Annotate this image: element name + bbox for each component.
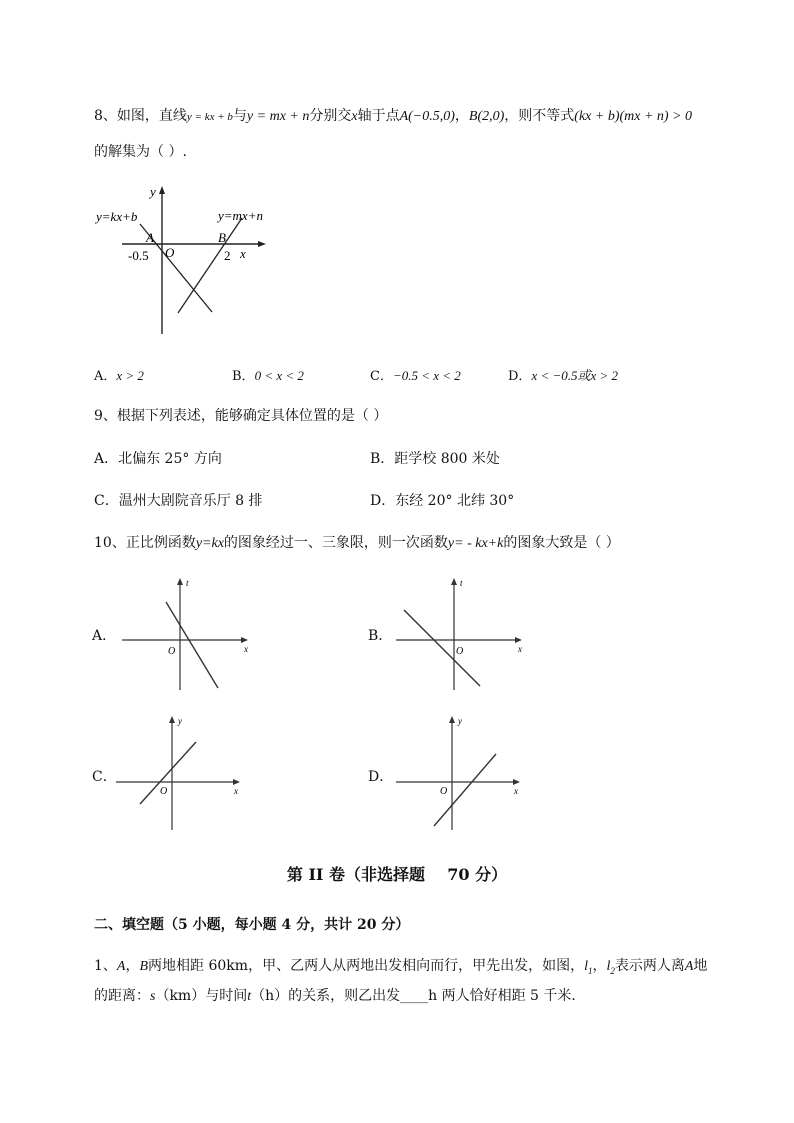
axis-label-x: x	[518, 644, 522, 654]
q8-inequality: (kx + b)(mx + n) > 0	[574, 109, 693, 124]
q10-graph-d	[392, 712, 532, 834]
axis-label-y: t	[460, 578, 463, 588]
axis-label-x: x	[244, 644, 248, 654]
q8-label-b: B	[218, 230, 226, 245]
q10-c-line	[140, 742, 196, 804]
q8-graph	[90, 180, 290, 340]
q8-label-neg: -0.5	[128, 248, 149, 263]
fill1-text: h 两人恰好相距 5 千米．	[428, 988, 586, 1004]
q8-var-x: x	[351, 109, 358, 124]
q8-text: ，则不等式	[504, 108, 575, 124]
fill1-text: 两地相距 60km，甲、乙两人从两地出发相向而行，甲先出发，如图，	[148, 958, 585, 974]
q8-label-x: x	[240, 246, 246, 261]
q9-option-d[interactable]: D．东经 20° 北纬 30°	[370, 493, 515, 509]
fill1-comma: ，	[125, 958, 140, 974]
option-letter: A．	[94, 369, 117, 384]
axis-label-y: t	[186, 578, 189, 588]
q9-option-a[interactable]: A．北偏东 25° 方向	[94, 451, 222, 467]
q8-label-o: O	[165, 245, 175, 260]
q10-a-line	[166, 602, 218, 688]
option-letter: C．	[370, 369, 393, 384]
q10-option-a[interactable]: A．	[92, 628, 117, 644]
option-letter: B．	[232, 369, 255, 384]
fill1-sep: ，	[592, 958, 607, 974]
fill1-point-a2: A	[684, 959, 694, 974]
q8-y-arrow	[159, 186, 165, 194]
q8-label-mx: y=mx+n	[218, 208, 263, 223]
option-text: x < −0.5或x > 2	[531, 368, 619, 383]
axis-label-y: y	[178, 716, 182, 726]
q8-text: 轴于点	[357, 108, 400, 124]
axis-label-x: x	[514, 786, 518, 796]
origin-label: O	[440, 786, 448, 797]
axis-label-y: y	[458, 716, 462, 726]
q10-option-b[interactable]: B．	[368, 628, 393, 644]
q8-label-kx: y=kx+b	[96, 209, 138, 224]
q8-option-d[interactable]	[508, 366, 618, 387]
q10-b-line	[404, 610, 480, 686]
fill1-l1-sub: 1	[587, 965, 593, 976]
fill1-text: 的距离：	[94, 988, 150, 1004]
fill1-l2-sub: 2	[610, 965, 615, 976]
q8-point-b: B(2,0)	[468, 109, 505, 124]
q9-option-c[interactable]: C．温州大剧院音乐厅 8 排	[94, 493, 263, 509]
q10-text: 10、正比例函数	[94, 535, 196, 551]
fill1-line1	[94, 956, 707, 981]
q8-label-a: A	[146, 230, 154, 245]
q10-stem	[94, 533, 620, 554]
fill1-line2	[94, 986, 585, 1007]
q8-point-a: A(−0.5,0)	[399, 109, 455, 124]
q8-eq2: y = mx + n	[246, 109, 310, 124]
fill-section-title: 二、填空题（5 小题，每小题 4 分，共计 20 分）	[94, 917, 410, 933]
fill1-text: 表示两人离	[614, 958, 685, 974]
q8-line-mx	[178, 218, 242, 313]
option-text: −0.5 < x < 2	[392, 368, 461, 383]
q10-text: 的图象经过一、三象限，则一次函数	[223, 535, 448, 551]
q8-text: 分别交	[309, 108, 352, 124]
fill1-text: 地	[693, 958, 708, 974]
option-letter: D．	[508, 369, 532, 384]
q8-stem-line2: 的解集为（ ）.	[94, 144, 187, 160]
fill1-answer-blank[interactable]: ____	[400, 988, 429, 1004]
q8-option-c[interactable]	[370, 366, 461, 387]
fill1-var-t: t	[247, 989, 252, 1004]
q8-eq1: y = kx + b	[186, 111, 233, 123]
part2-title: 第 II 卷（非选择题 70 分）	[286, 865, 508, 884]
q9-option-b[interactable]: B．距学校 800 米处	[370, 451, 500, 467]
q8-label-y: y	[150, 184, 156, 199]
q10-graph-a	[118, 574, 258, 694]
q8-text: 与	[232, 108, 247, 124]
q10-option-c[interactable]: C．	[92, 769, 117, 785]
q8-option-a[interactable]	[94, 366, 144, 387]
q10-eq1: y=kx	[195, 536, 224, 551]
q8-x-arrow	[258, 241, 266, 247]
q10-graph-b	[392, 574, 532, 694]
q10-text: 的图象大致是（ ）	[503, 535, 620, 551]
axis-label-x: x	[234, 786, 238, 796]
q8-text: 8、如图，直线	[94, 108, 187, 124]
origin-label: O	[168, 646, 176, 657]
q10-option-d[interactable]: D．	[368, 769, 394, 785]
fill1-text: 1、	[94, 958, 117, 974]
fill1-text: （h）的关系，则乙出发	[251, 988, 401, 1004]
q8-label-2: 2	[224, 248, 231, 263]
option-text: x > 2	[116, 368, 144, 383]
fill1-var-s: s	[150, 989, 156, 1004]
option-text: 0 < x < 2	[254, 368, 304, 383]
fill1-point-b: B	[139, 959, 149, 974]
fill1-text: （km）与时间	[155, 988, 248, 1004]
q8-stem-line1	[94, 106, 692, 127]
q8-option-b[interactable]	[232, 366, 304, 387]
origin-label: O	[160, 786, 168, 797]
q10-graph-c	[112, 712, 252, 834]
q10-eq2: y= - kx+k	[447, 536, 504, 551]
fill1-l2: l	[606, 959, 611, 974]
q9-stem: 9、根据下列表述，能够确定具体位置的是（ ）	[94, 408, 388, 424]
fill1-point-a: A	[116, 959, 126, 974]
fill1-l1: l	[584, 959, 588, 974]
q8-sep: ，	[454, 108, 469, 124]
origin-label: O	[456, 646, 464, 657]
